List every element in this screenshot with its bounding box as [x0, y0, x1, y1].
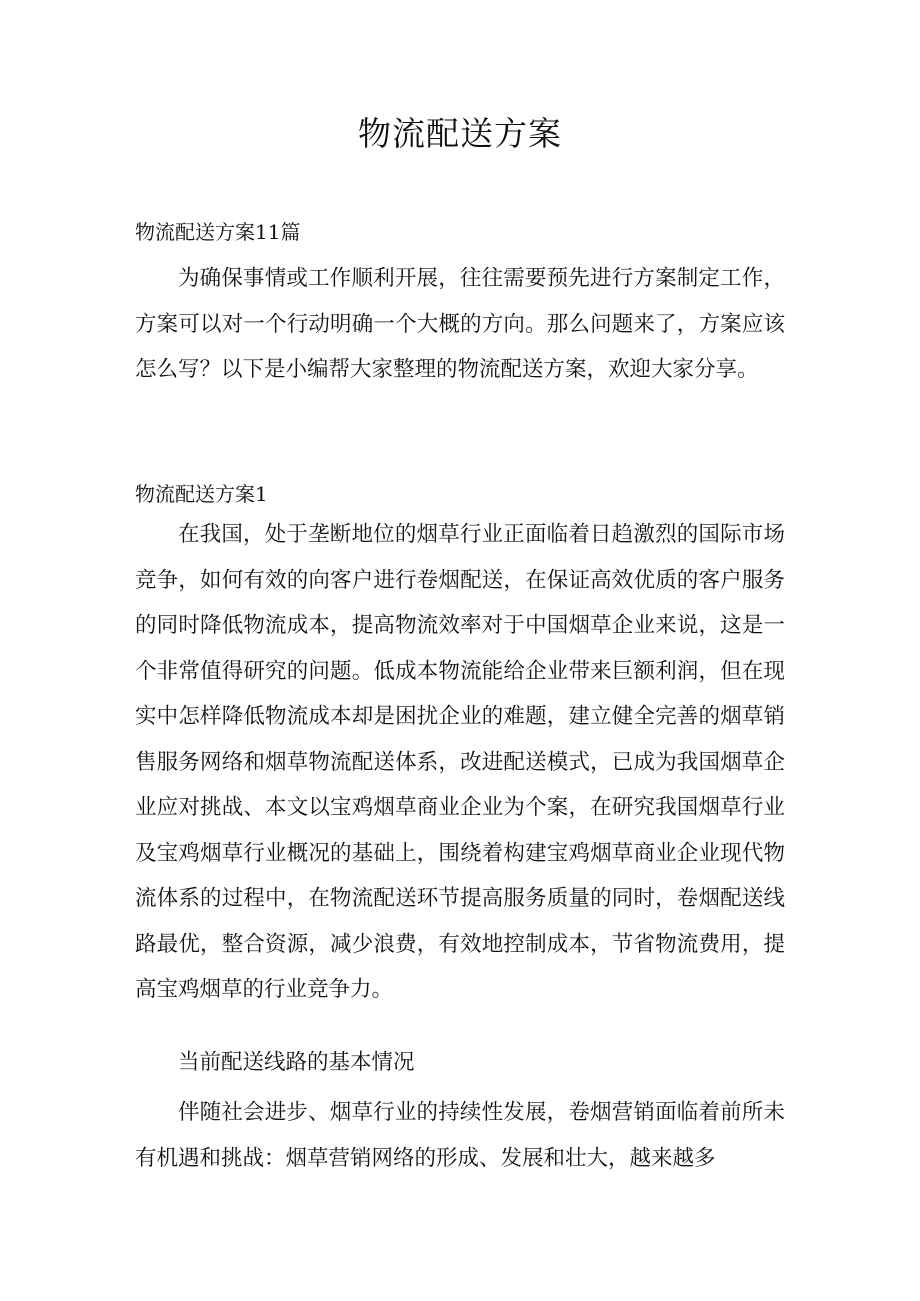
intro-paragraph: 为确保事情或工作顺利开展，往往需要预先进行方案制定工作，方案可以对一个行动明确一个大概的方向。那么问题来了，方案应该怎么写？以下是小编帮大家整理的物流配送方案，欢迎大家分享。	[135, 266, 785, 382]
document-title: 物流配送方案	[358, 114, 562, 153]
section-heading: 物流配送方案1	[135, 482, 268, 506]
body-paragraph-continued: 伴随社会进步、烟草行业的持续性发展，卷烟营销面临着前所未有机遇和挑战：烟草营销网络的形成、发展和壮大，越来越多	[135, 1100, 785, 1171]
collection-heading: 物流配送方案11篇	[135, 220, 301, 244]
subsection-heading: 当前配送线路的基本情况	[178, 1050, 415, 1075]
body-paragraph: 在我国，处于垄断地位的烟草行业正面临着日趋激烈的国际市场竞争，如何有效的向客户进行卷烟配送，在保证高效优质的客户服务的同时降低物流成本，提高物流效率对于中国烟草企业来说，这是一个非常值得研究的问题。低成本物流能给企业带来巨额利润，但在现实中怎样降低物流成本却是困扰企业的难题，建立健全完善的烟草销售服务网络和烟草物流配送体系，改进配送模式，已成为我国烟草企业应对挑战、本文以宝鸡烟草商业企业为个案，在研究我国烟草行业及宝鸡烟草行业概况的基础上，围绕着构建宝鸡烟草商业企业现代物流体系的过程中，在物流配送环节提高服务质量的同时，卷烟配送线路最优，整合资源，减少浪费，有效地控制成本，节省物流费用，提高宝鸡烟草的行业竞争力。	[135, 522, 785, 1002]
